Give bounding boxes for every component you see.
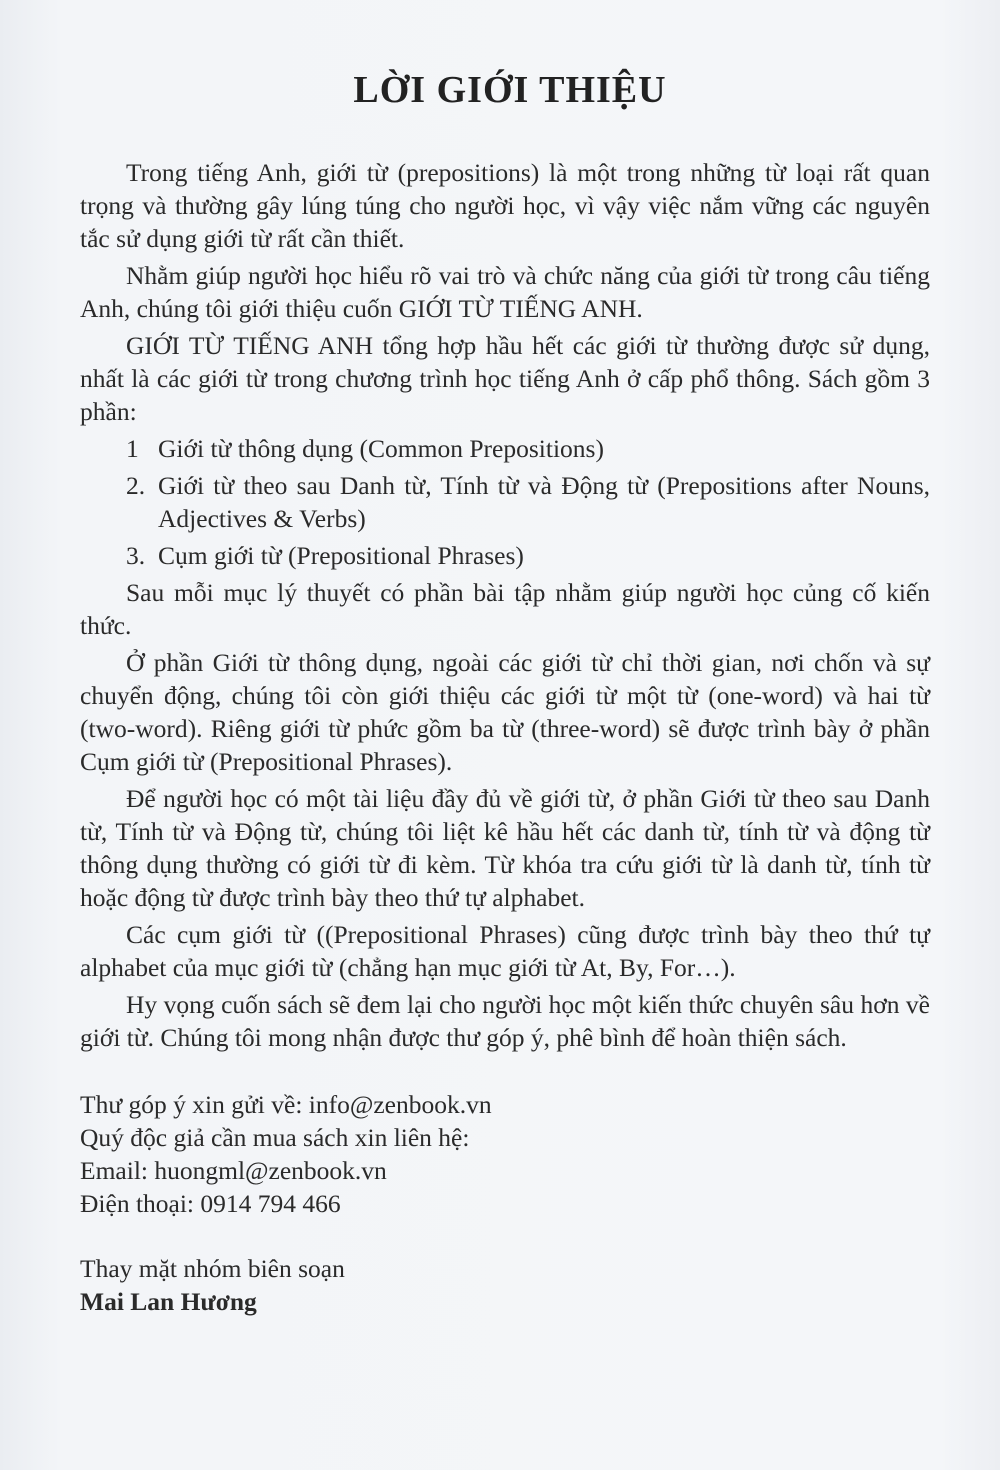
list-item-text: Giới từ thông dụng (Common Prepositions) <box>158 434 604 463</box>
paragraph: Trong tiếng Anh, giới từ (prepositions) là một trong những từ loại rất quan trọng và thường gây lúng túng cho người học, vì vậy việc nắm vững các nguyên tắc sử dụng giới từ rất cần thiết. <box>80 158 930 253</box>
contact-block <box>80 1088 930 1220</box>
paragraph: Sau mỗi mục lý thuyết có phần bài tập nhằm giúp người học củng cố kiến thức. <box>80 578 930 640</box>
feedback-line: Thư góp ý xin gửi về: info@zenbook.vn <box>80 1090 492 1119</box>
paragraph: GIỚI TỪ TIẾNG ANH tổng hợp hầu hết các giới từ thường được sử dụng, nhất là các giới từ trong chương trình học tiếng Anh ở cấp phổ thông. Sách gồm 3 phần: <box>80 331 930 426</box>
introduction-body <box>80 156 930 1054</box>
list-item-text: Giới từ theo sau Danh từ, Tính từ và Động từ (Prepositions after Nouns, Adjectives & Verbs) <box>158 471 930 533</box>
signature-block <box>80 1252 930 1318</box>
list-item-text: Cụm giới từ (Prepositional Phrases) <box>158 541 524 570</box>
list-item-number: 3. <box>126 541 146 570</box>
paragraph: Nhằm giúp người học hiểu rõ vai trò và chức năng của giới từ trong câu tiếng Anh, chúng tôi giới thiệu cuốn GIỚI TỪ TIẾNG ANH. <box>80 261 930 323</box>
paragraph: Để người học có một tài liệu đầy đủ về giới từ, ở phần Giới từ theo sau Danh từ, Tính từ và Động từ, chúng tôi liệt kê hầu hết các danh từ, tính từ và động từ thông dụng thường có giới từ đi kèm. Từ khóa tra cứu giới từ là danh từ, tính từ hoặc động từ được trình bày theo thứ tự alphabet. <box>80 784 930 912</box>
purchase-line: Quý độc giả cần mua sách xin liên hệ: <box>80 1123 470 1152</box>
on-behalf-line: Thay mặt nhóm biên soạn <box>80 1254 345 1283</box>
phone-line: Điện thoại: 0914 794 466 <box>80 1189 341 1218</box>
list-item <box>80 539 930 572</box>
paragraph: Ở phần Giới từ thông dụng, ngoài các giới từ chỉ thời gian, nơi chốn và sự chuyển động, chúng tôi còn giới thiệu các giới từ một từ (one-word) và hai từ (two-word). Riêng giới từ phức gồm ba từ (three-word) sẽ được trình bày ở phần Cụm giới từ (Prepositional Phrases). <box>80 648 930 776</box>
list-item <box>80 432 930 465</box>
email-line: Email: huongml@zenbook.vn <box>80 1156 387 1185</box>
author-name: Mai Lan Hương <box>80 1287 257 1316</box>
list-item <box>80 469 930 535</box>
page-title: LỜI GIỚI THIỆU <box>353 69 667 111</box>
paragraph: Hy vọng cuốn sách sẽ đem lại cho người học một kiến thức chuyên sâu hơn về giới từ. Chúng tôi mong nhận được thư góp ý, phê bình để hoàn thiện sách. <box>80 990 930 1052</box>
list-item-number: 1 <box>126 434 139 463</box>
paragraph: Các cụm giới từ ((Prepositional Phrases) cũng được trình bày theo thứ tự alphabet của mục giới từ (chẳng hạn mục giới từ At, By, For…). <box>80 920 930 982</box>
list-item-number: 2. <box>126 471 146 500</box>
book-parts-list <box>80 432 930 572</box>
